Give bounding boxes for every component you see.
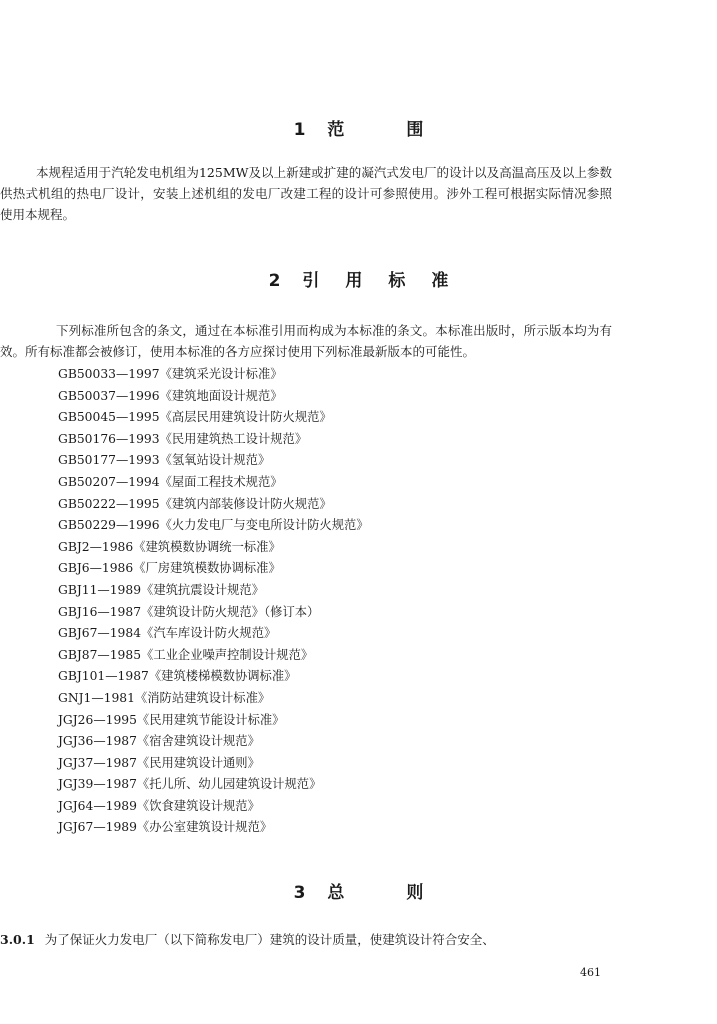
reference-item: GBJ2—1986《建筑模数协调统一标准》	[58, 539, 281, 554]
reference-item: JGJ26—1995《民用建筑节能设计标准》	[58, 712, 285, 727]
reference-item: GB50033—1997《建筑采光设计标准》	[58, 367, 283, 381]
clause-3-0-1	[0, 930, 495, 950]
reference-item: GB50045—1995《高层民用建筑设计防火规范》	[58, 410, 332, 425]
heading-char: 准	[431, 271, 449, 291]
section-number: 3	[293, 883, 306, 903]
reference-item: JGJ67—1989《办公室建筑设计规范》	[58, 820, 273, 835]
reference-item: GBJ16—1987《建筑设计防火规范》（修订本）	[58, 604, 320, 619]
reference-item: GB50037—1996《建筑地面设计规范》	[58, 388, 283, 403]
section-number: 2	[268, 271, 281, 291]
section-1-heading	[0, 115, 717, 140]
reference-item: GB50176—1993《民用建筑热工设计规范》	[58, 431, 308, 446]
reference-item: JGJ36—1987《宿舍建筑设计规范》	[58, 734, 260, 749]
reference-item: GBJ6—1986《厂房建筑模数协调标准》	[58, 561, 281, 576]
page-number: 461	[580, 966, 601, 979]
clause-number: 3.0.1	[0, 932, 35, 947]
reference-item: JGJ64—1989《饮食建筑设计规范》	[58, 798, 260, 813]
section-2-heading	[0, 266, 717, 291]
heading-char: 围	[406, 120, 424, 140]
reference-item: GBJ11—1989《建筑抗震设计规范》	[58, 582, 264, 597]
reference-item: GB50229—1996《火力发电厂与变电所设计防火规范》	[58, 518, 369, 533]
heading-char: 标	[388, 271, 406, 291]
heading-char: 则	[406, 883, 424, 903]
section-3-heading	[0, 878, 717, 903]
clause-text: 为了保证火力发电厂（以下简称发电厂）建筑的设计质量，使建筑设计符合安全、	[44, 932, 495, 947]
reference-item: GB50222—1995《建筑内部装修设计防火规范》	[58, 496, 332, 511]
heading-char: 用	[345, 271, 363, 291]
reference-item: GNJ1—1981《消防站建筑设计标准》	[58, 690, 271, 705]
reference-list	[58, 364, 369, 839]
heading-char: 引	[302, 271, 320, 291]
reference-item: JGJ39—1987《托儿所、幼儿园建筑设计规范》	[58, 777, 322, 792]
reference-item: GBJ101—1987《建筑楼梯模数协调标准》	[58, 669, 297, 684]
heading-char: 范	[327, 120, 345, 140]
heading-char: 总	[327, 883, 345, 903]
section-2-paragraph: 下列标准所包含的条文，通过在本标准引用而构成为本标准的条文。本标准出版时，所示版本均为有效。所有标准都会被修订，使用本标准的各方应探讨使用下列标准最新版本的可能性。	[0, 323, 612, 359]
reference-item: GB50177—1993《氢氧站设计规范》	[58, 453, 271, 468]
reference-item: JGJ37—1987《民用建筑设计通则》	[58, 755, 260, 770]
section-number: 1	[293, 120, 306, 140]
reference-item: GB50207—1994《屋面工程技术规范》	[58, 474, 283, 489]
reference-item: GBJ67—1984《汽车库设计防火规范》	[58, 626, 277, 641]
reference-item: GBJ87—1985《工业企业噪声控制设计规范》	[58, 647, 314, 662]
section-1-paragraph: 本规程适用于汽轮发电机组为125MW及以上新建或扩建的凝汽式发电厂的设计以及高温高压及以上参数供热式机组的热电厂设计，安装上述机组的发电厂改建工程的设计可参照使用。涉外工程可根据实际情况参照使用本规程。	[0, 165, 612, 222]
